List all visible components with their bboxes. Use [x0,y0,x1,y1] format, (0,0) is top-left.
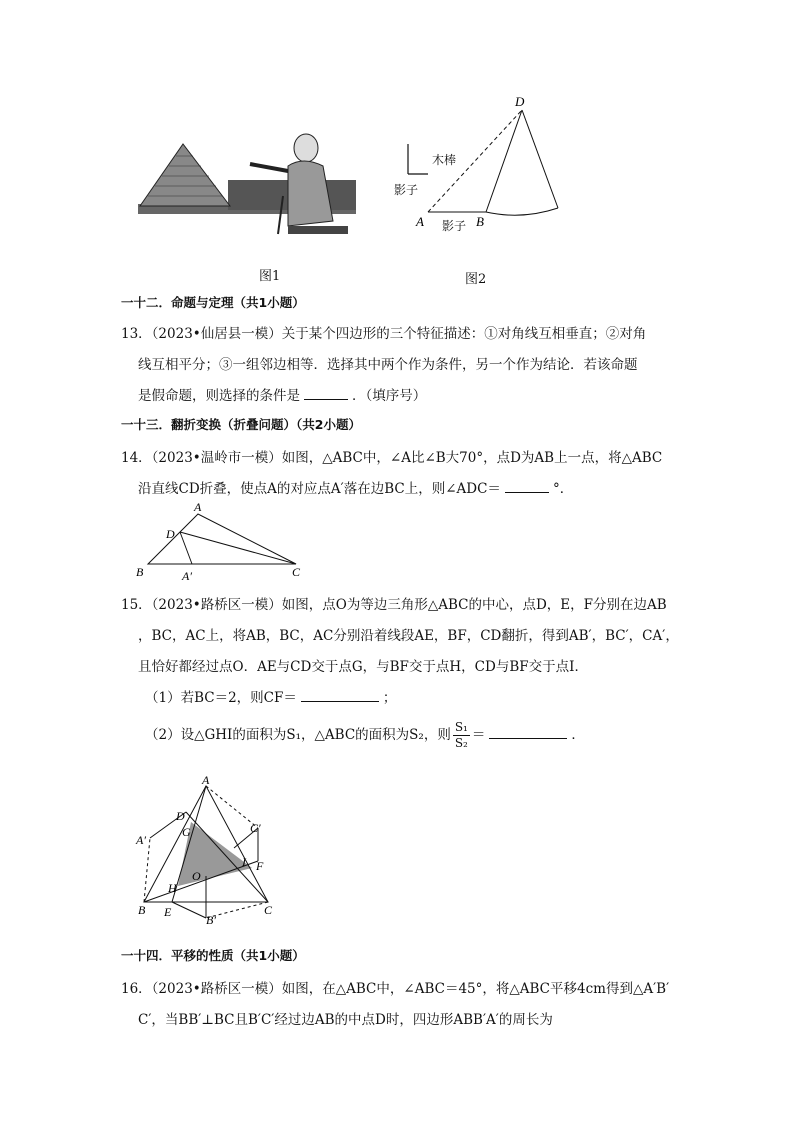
q15-equilateral-figure [134,776,280,924]
q15-line-2: ，BC，AC上，将AB，BC，AC分别沿着线段AE，BF，CD翻折，得到AB′，BC′，CA′， [138,628,679,644]
q15-fraction: $\frac{\text{S₁}}{\text{S₂}}$ [454,720,468,750]
q15-label-A-prime: A′ [136,833,146,847]
q14-label-B: B [136,565,144,579]
q14-label-C: C [292,565,301,579]
q14-answer-blank[interactable] [505,491,549,493]
q15-label-H: H [168,881,177,895]
q14-label-A-prime: A′ [182,569,192,583]
q15-part2-answer-blank[interactable] [489,737,567,739]
q15-label-E: E [164,905,172,919]
q15-label-F: F [256,859,264,873]
q14-label-A: A [194,500,202,514]
fig2-shadow-label-2: 影子 [442,219,467,233]
q15-label-C-prime: C′ [250,821,261,835]
q15-label-A: A [202,776,210,787]
figure-2-caption: 图2 [465,272,487,287]
q15-part1-answer-blank[interactable] [301,700,379,702]
q15-label-B-prime: B′ [206,913,216,924]
q13-answer-blank[interactable] [304,398,348,400]
q13-line-1: 13．（2023•仙居县一模）关于某个四边形的三个特征描述：①对角线互相垂直；②对角 [121,326,647,342]
fig2-label-A: A [416,214,424,229]
figure-1-illustration [138,126,356,238]
fig2-label-D: D [515,94,525,109]
fig2-label-B: B [476,214,484,229]
section-14-title: 一十四．平移的性质（共1小题） [121,948,305,963]
q14-triangle-figure [132,498,312,586]
q15-line-3: 且恰好都经过点O．AE与CD交于点G，与BF交于点H，CD与BF交于点I． [138,659,588,675]
q15-label-D: D [176,809,185,823]
q15-label-B: B [138,903,146,917]
q13-line-3: 是假命题，则选择的条件是 ．（填序号） [138,388,427,404]
q15-part-2: （2）设△GHI的面积为S₁，△ABC的面积为S₂，则 $\frac{\text{S₁}}{\text{S₂}}$ ＝ ． [145,720,585,750]
fig2-shadow-label-1: 影子 [394,183,419,197]
q14-label-D: D [166,527,175,541]
q14-line-1: 14．（2023•温岭市一模）如图，△ABC中，∠A比∠B大70°，点D为AB上一点，将△ABC [121,450,663,466]
q15-line-1: 15．（2023•路桥区一模）如图，点O为等边三角形△ABC的中心，点D，E，F分别在边AB [121,597,667,613]
q13-line-2: 线互相平分；③一组邻边相等．选择其中两个作为条件，另一个作为结论．若该命题 [138,357,638,373]
figure-1-caption: 图1 [259,269,281,284]
section-13-title: 一十三．翻折变换（折叠问题）（共2小题） [121,417,361,432]
fig2-stick-label: 木棒 [432,153,457,167]
q15-label-C: C [264,903,273,917]
q16-line-2: C′，当BB′⊥BC且B′C′经过边AB的中点D时，四边形ABB′A′的周长为 [138,1012,553,1028]
q15-label-O: O [192,869,201,883]
q14-line-2: 沿直线CD折叠，使点A的对应点A′落在边BC上，则∠ADC＝ °． [138,481,574,497]
section-12-title: 一十二．命题与定理（共1小题） [121,295,305,310]
q15-label-G: G [182,825,191,839]
q15-part-1: （1）若BC＝2，则CF＝ ； [145,690,397,706]
q15-label-I: I [242,855,246,869]
q16-line-1: 16．（2023•路桥区一模）如图，在△ABC中，∠ABC＝45°，将△ABC平移4cm得到△A′B′ [121,981,670,997]
figure-2-diagram [390,92,570,242]
